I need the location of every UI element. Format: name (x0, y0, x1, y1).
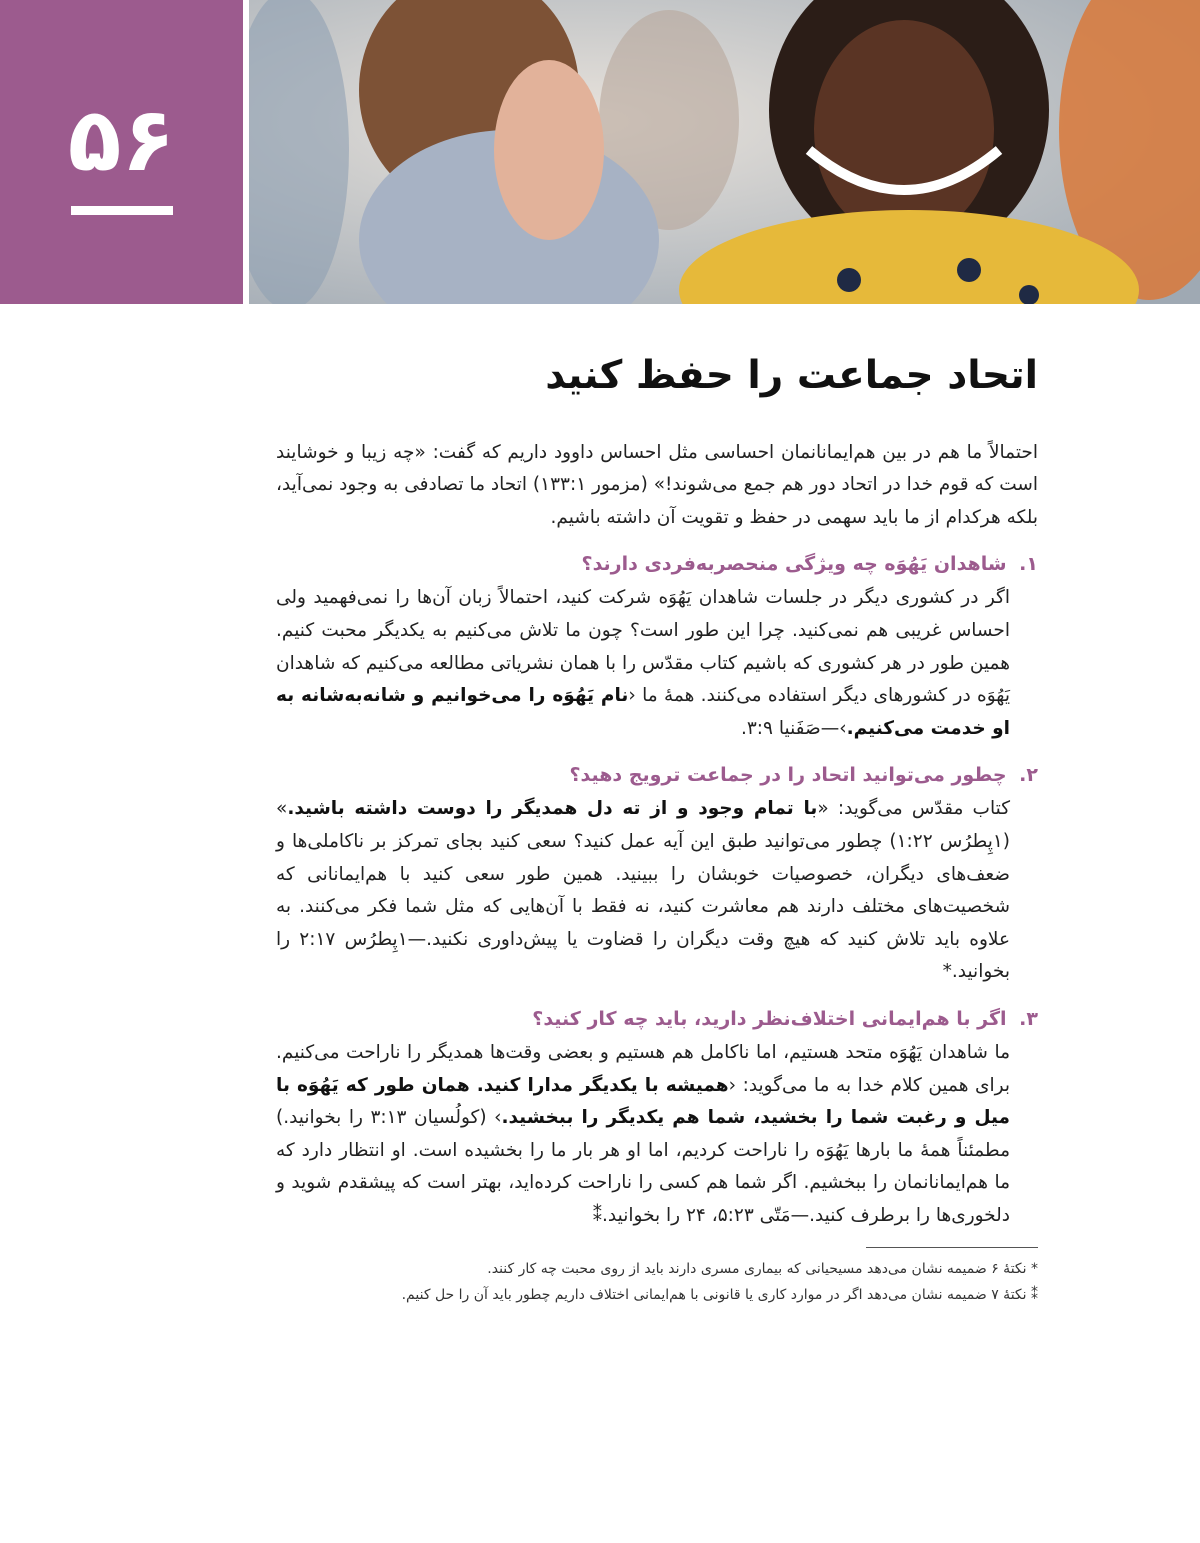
section-1-body (276, 582, 1010, 745)
page-title: اتحاد جماعت را حفظ کنید (545, 353, 1038, 398)
question-2 (248, 759, 1038, 791)
section-1-bold: نام یَهُوَه را می‌خوانیم و شانه‌به‌شانه به او خدمت می‌کنیم. (276, 685, 1010, 739)
lesson-number-underline (71, 206, 173, 215)
section-1-text: اگر در کشوری دیگر در جلسات شاهدان یَهُوَه شرکت کنید، احتمالاً زبان آن‌ها را نمی‌فهمید ولی احساس غریبی هم نمی‌کنید. چرا این طور است؟ چون ما تلاش می‌کنیم به یکدیگر محبت کنیم. همین طور در هر کشوری که باشیم کتاب مقدّس را با همان نشریاتی مطالعه می‌کنیم که شاهدان یَهُوَه در کشورهای دیگر استفاده می‌کنند. همهٔ ما ‹ (276, 587, 1010, 707)
footnote-2: ⁑ نکتهٔ ۷ ضمیمه نشان می‌دهد اگر در موارد کاری یا قانونی با هم‌ایمانی اختلاف داریم چطور باید آن را حل کنیم. (401, 1286, 1038, 1303)
question-1-number: ۱. (1019, 553, 1038, 576)
header (0, 0, 1200, 304)
lesson-number-box (0, 0, 243, 304)
photo-two-women-greeting-icon (249, 0, 1200, 304)
header-photo (249, 0, 1200, 304)
section-3-text: ما شاهدان یَهُوَه متحد هستیم، اما ناکامل هم هستیم و بعضی وقت‌ها همدیگر را ناراحت می‌کنیم. برای همین کلام خدا به ما می‌گوید: ‹ (276, 1041, 1010, 1096)
section-3-text-end: › (کولُسیان ۳:۱۳ را بخوانید.) مطمئناً همهٔ ما بارها یَهُوَه را ناراحت کردیم، اما او هر بار ما را بخشیده است. او انتظار دارد که ما هم‌ایمانانمان را ببخشیم. اگر شما هم کسی را ناراحت کرده‌اید، بهتر است که پیشقدم شوید و دلخوری‌ها را برطرف کنید.—مَتّی ۵:۲۳، ۲۴ را بخوانید.⁑ (276, 1107, 1010, 1226)
question-3 (248, 1003, 1038, 1035)
question-2-text: چطور می‌توانید اتحاد را در جماعت ترویج دهید؟ (569, 764, 1007, 787)
section-3-bold: همیشه با یکدیگر مدارا کنید. همان طور که یَهُوَه با میل و رغبت شما را بخشید، شما هم یکدیگر را ببخشید. (276, 1074, 1010, 1129)
question-2-number: ۲. (1019, 764, 1038, 787)
section-2-text: کتاب مقدّس می‌گوید: « (817, 798, 1010, 820)
section-3-body (276, 1037, 1010, 1233)
lesson-number: ۵۶ (67, 87, 176, 191)
article (248, 350, 1038, 1308)
section-2-body (276, 793, 1010, 989)
question-1-text: شاهدان یَهُوَه چه ویژگی منحصربه‌فردی دارند؟ (581, 553, 1007, 576)
section-1-text-end: ›—صَفَنیا ۳:۹. (740, 717, 847, 739)
section-2-text-end: » (۱پِطرُس ۱:۲۲) چطور می‌توانید طبق این آیه عمل کنید؟ سعی کنید بجای تمرکز بر ناکاملی‌ها و ضعف‌های دیگران، خصوصیات خوبشان را ببینید. همین طور سعی کنید با هم‌ایمانانی که شخصیت‌های مختلف دارند هم معاشرت کنید، نه فقط با آن‌هایی که مثل شما فکر می‌کنند. به علاوه باید تلاش کنید که هیچ وقت دیگران را قضاوت یا پیش‌داوری نکنید.—۱پِطرُس ۲:۱۷ را بخوانید.* (276, 798, 1010, 983)
section-2-bold: با تمام وجود و از ته دل همدیگر را دوست داشته باشید. (287, 798, 818, 820)
footnote-1: * نکتهٔ ۶ ضمیمه نشان می‌دهد مسیحیانی که بیماری مسری دارند باید از روی محبت چه کار کنند. (487, 1260, 1038, 1277)
footnote-divider (866, 1247, 1038, 1248)
intro-paragraph: احتمالاً ما هم در بین هم‌ایمانانمان احساسی مثل احساس داوود داریم که گفت: «چه زیبا و خوشایند است که قوم خدا در اتحاد دور هم جمع می‌شوند!» (مزمور ۱۳۳:۱) اتحاد ما تصادفی به وجود نمی‌آید، بلکه هرکدام از ما باید سهمی در حفظ و تقویت آن داشته باشیم. (276, 441, 1039, 528)
question-3-number: ۳. (1019, 1007, 1038, 1030)
question-3-text: اگر با هم‌ایمانی اختلاف‌نظر دارید، باید چه کار کنید؟ (532, 1007, 1007, 1030)
question-1 (248, 548, 1038, 580)
